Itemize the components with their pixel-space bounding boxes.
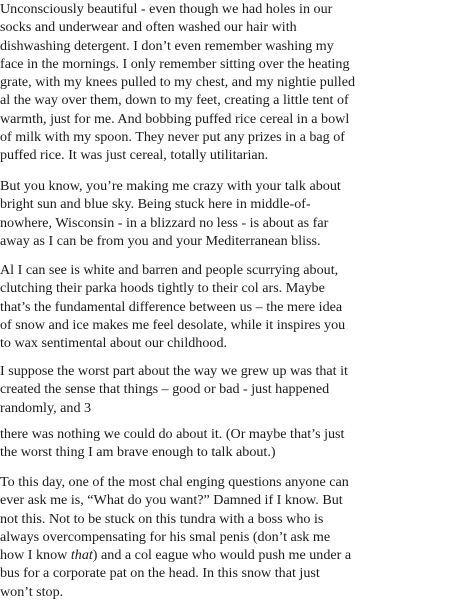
text-line: created the sense that things – good or bad - just happened [0,381,330,398]
paragraph-3 [0,261,345,352]
text-line: puffed rice. It was just cereal, totally utilitarian. [0,147,269,164]
text-line: not this. Not to be stuck on this tundra with a boss who is [0,510,324,527]
paragraph-1 [0,0,355,165]
text-line: clutching their parka hoods tightly to their col ars. Maybe [0,280,325,297]
text-line: al the way over them, down to my feet, creating a little tent of [0,92,349,109]
italic-word: that [70,547,93,564]
text-line: Al I can see is white and barren and people scurrying about, [0,262,339,278]
paragraph-6 [0,473,351,601]
text-line: To this day, one of the most chal enging questions anyone can [0,474,349,490]
text-line: But you know, you’re making me crazy with your talk about [0,178,341,194]
paragraph-4 [0,362,348,417]
text-line: bright sun and blue sky. Being stuck here in middle-of- [0,196,311,213]
text-fragment: ) [92,547,98,564]
text-line: there was nothing we could do about it. (Or maybe that’s just [0,426,345,442]
text-line: dishwashing detergent. I don’t even remember washing my [0,37,334,54]
text-line: face in the mornings. I only remember sitting over the heating [0,55,350,72]
text-fragment: and a col eague who would push me under a [101,547,352,564]
text-line: always overcompensating for his smal penis (don’t ask me [0,528,331,545]
text-line: bus for a corporate pat on the head. In this snow that just [0,565,320,582]
text-line: I suppose the worst part about the way we grew up was that it [0,363,348,379]
paragraph-5 [0,425,344,462]
text-line: that’s the fundamental difference between us – the mere idea [0,298,343,315]
text-line: the worst thing I am brave enough to talk about.) [0,444,276,461]
text-line: won’t stop. [0,583,64,600]
text-line: away as I can be from you and your Mediterranean bliss. [0,232,321,249]
text-line: socks and underwear and often washed our hair with [0,19,297,36]
paragraph-2 [0,177,341,250]
text-fragment: how I know [0,547,71,564]
text-line: randomly, and 3 [0,399,92,416]
text-line [0,546,351,564]
text-line: Unconsciously beautiful - even though we had holes in our [0,1,333,17]
text-line: of snow and ice makes me feel desolate, while it inspires you [0,316,346,333]
text-line: warmth, just for me. And bobbing puffed rice cereal in a bowl [0,110,350,127]
text-line: nowhere, Wisconsin - in a blizzard no less - is about as far [0,214,329,231]
text-line: ever ask me is, “What do you want?” Damned if I know. But [0,492,343,509]
text-line: of milk with my spoon. They never put any prizes in a bag of [0,129,345,146]
text-line: grate, with my knees pulled to my chest, and my nightie pulled [0,74,356,91]
text-line: to wax sentimental about our childhood. [0,335,228,352]
